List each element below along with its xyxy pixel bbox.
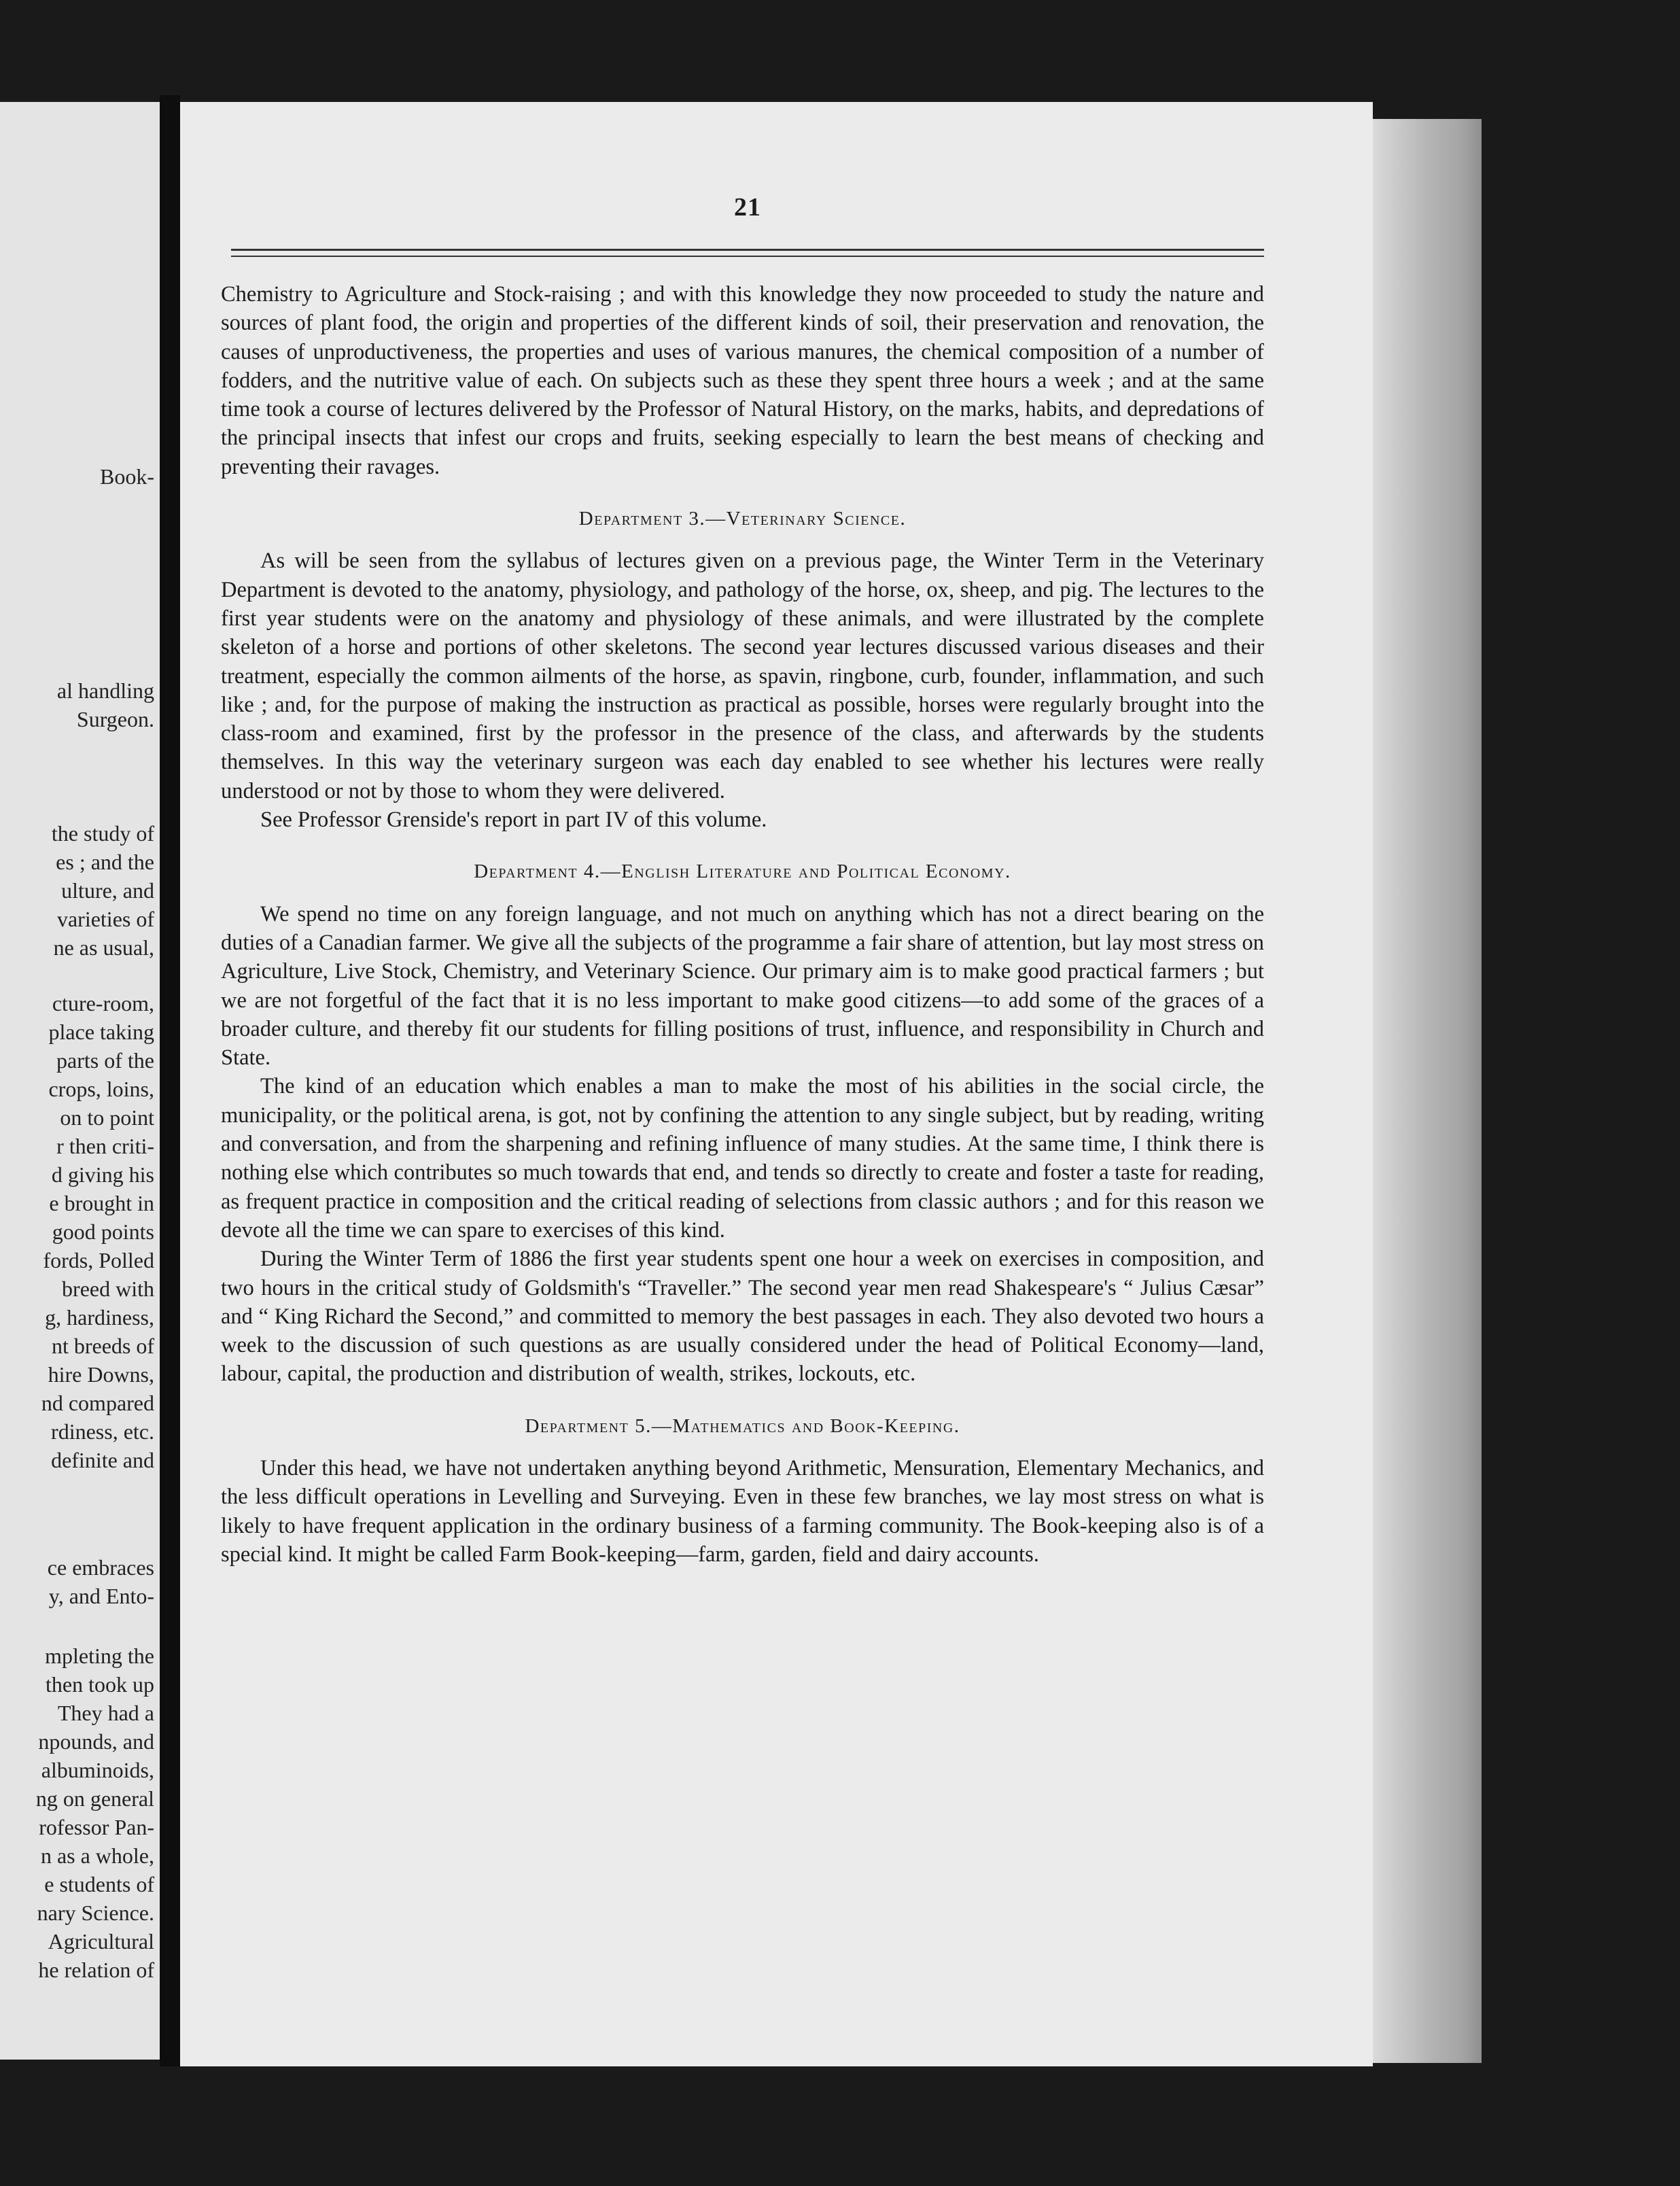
intro-paragraph: Chemistry to Agriculture and Stock-raising ; and with this knowledge they now proceeded to study the nature and sources of plant food, the origin and properties of the different kinds of soil, their preservation and renovation, the causes of unproductiveness, the properties and uses of various manures, the chemical composition of a number of fodders, and the nutritive value of each. On subjects such as these they spent three hours a week ; and at the same time took a course of lectures delivered by the Professor of Natural History, on the marks, habits, and depredations of the principal insects that infest our crops and fruits, seeking especially to learn the best means of checking and preventing their ravages. (221, 282, 1264, 479)
fragment-line: then took up (46, 1672, 154, 1697)
header-rule (231, 256, 1264, 257)
fragment-line: definite and (51, 1448, 154, 1472)
fragment-line: al handling (56, 678, 154, 703)
fragment-line: ulture, and (61, 878, 154, 903)
fragment-line: es ; and the (56, 850, 154, 874)
fragment-line: r then criti- (56, 1134, 154, 1158)
section-heading: Department 3.—Veterinary Science. (578, 508, 907, 530)
fragment-line: Agricultural (48, 1929, 154, 1954)
fragment-line: nt breeds of (51, 1334, 154, 1358)
body-paragraph: See Professor Grenside's report in part IV of this volume. (260, 808, 767, 833)
fragment-line: good points (52, 1219, 154, 1244)
fragment-line: npounds, and (38, 1729, 154, 1754)
fragment-line: d giving his (51, 1162, 154, 1187)
body-paragraph: The kind of an education which enables a man to make the most of his abilities in the social circle, the municipality, or the political arena, is got, not by confining the attention to any single subject, but by reading, writing and conversation, and from the sharpening and refining influence of many studies. At the same time, I think there is nothing else which contributes so much towards that end, and tends so directly to create and foster a taste for reading, as frequent practice in composition and the critical reading of selections from classic authors ; and for this reason we devote all the time we can spare to exercises of this kind. (221, 1074, 1264, 1243)
fragment-line: nary Science. (37, 1901, 154, 1925)
fragment-line: breed with (62, 1277, 154, 1301)
fragment-line: Book- (100, 464, 154, 489)
fragment-line: cture-room, (52, 991, 154, 1016)
section-heading: Department 4.—English Literature and Political Economy. (474, 861, 1011, 883)
book-gutter (160, 95, 180, 2066)
facing-page-fragment (0, 102, 160, 2060)
fragment-line: ne as usual, (53, 935, 154, 960)
fragment-line: They had a (57, 1701, 154, 1725)
body-paragraph: We spend no time on any foreign language, and not much on anything which has not a direct bearing on the duties of a Canadian farmer. We give all the subjects of the programme a fair share of attention, but lay most stress on Agriculture, Live Stock, Chemistry, and Veterinary Science. Our primary aim is to make good practical farmers ; but we are not forgetful of the fact that it is no less important to make good citizens—to add some of the graces of a broader culture, and thereby fit our students for filling positions of trust, influence, and responsibility in Church and State. (221, 901, 1264, 1071)
body-paragraph: As will be seen from the syllabus of lectures given on a previous page, the Winter Term in the Veterinary Department is devoted to the anatomy, physiology, and pathology of the horse, ox, sheep, and pig. The lectures to the first year students were on the anatomy and physiology of these animals, and were illustrated by the complete skeleton of a horse and portions of other skeletons. The second year lectures discussed various diseases and their treatment, especially the common ailments of the horse, as spavin, ringbone, curb, founder, inflammation, and such like ; and, for the purpose of making the instruction as practical as possible, horses were regularly brought into the class-room and examined, first by the professor in the presence of the class, and afterwards by the students themselves. In this way the veterinary surgeon was each day enabled to see whether his lectures were really understood or not by those to whom they were delivered. (221, 549, 1264, 803)
fragment-line: e brought in (49, 1191, 154, 1215)
fragment-line: ce embraces (47, 1555, 154, 1580)
section-heading: Department 5.—Mathematics and Book-Keeping. (525, 1415, 960, 1437)
page-body (221, 280, 1264, 1569)
fragment-line: fords, Polled (43, 1248, 154, 1272)
fragment-line: n as a whole, (40, 1843, 154, 1868)
fragment-line: e students of (44, 1872, 154, 1896)
fragment-line: rdiness, etc. (51, 1419, 154, 1444)
fragment-line: rofessor Pan- (39, 1815, 154, 1839)
fragment-line: crops, loins, (48, 1077, 154, 1101)
fragment-line: mpleting the (45, 1644, 154, 1668)
fragment-line: Surgeon. (76, 707, 154, 731)
fragment-line: he relation of (38, 1958, 154, 1982)
fragment-line: varieties of (56, 907, 154, 931)
fragment-line: albuminoids, (41, 1758, 154, 1782)
fragment-line: the study of (51, 821, 154, 846)
page-number: 21 (734, 193, 761, 222)
fragment-line: ng on general (35, 1786, 154, 1811)
header-rule (231, 249, 1264, 251)
fragment-line: place taking (48, 1020, 154, 1044)
body-paragraph: During the Winter Term of 1886 the first year students spent one hour a week on exercises in composition, and two hours in the critical study of Goldsmith's “Traveller.” The second year men read Shakespeare's “ Julius Cæsar” and “ King Richard the Second,” and committed to memory the best passages in each. They also devoted two hours a week to the discussion of such questions as are usually considered under the head of Political Economy—land, labour, capital, the production and distribution of wealth, strikes, lockouts, etc. (221, 1247, 1264, 1387)
body-paragraph: Under this head, we have not undertaken anything beyond Arithmetic, Mensuration, Elementary Mechanics, and the less difficult operations in Levelling and Surveying. Even in these few branches, we lay most stress on what is likely to have frequent application in the ordinary business of a farming community. The Book-keeping also is of a special kind. It might be called Farm Book-keeping—farm, garden, field and dairy accounts. (221, 1455, 1264, 1567)
fragment-line: on to point (60, 1105, 154, 1130)
fragment-line: hire Downs, (48, 1362, 154, 1387)
fragment-line: nd compared (41, 1391, 154, 1415)
fragment-line: parts of the (56, 1048, 154, 1073)
fragment-line: y, and Ento- (48, 1584, 154, 1608)
page-edge-stack (1373, 119, 1482, 2063)
fragment-line: g, hardiness, (45, 1305, 154, 1330)
